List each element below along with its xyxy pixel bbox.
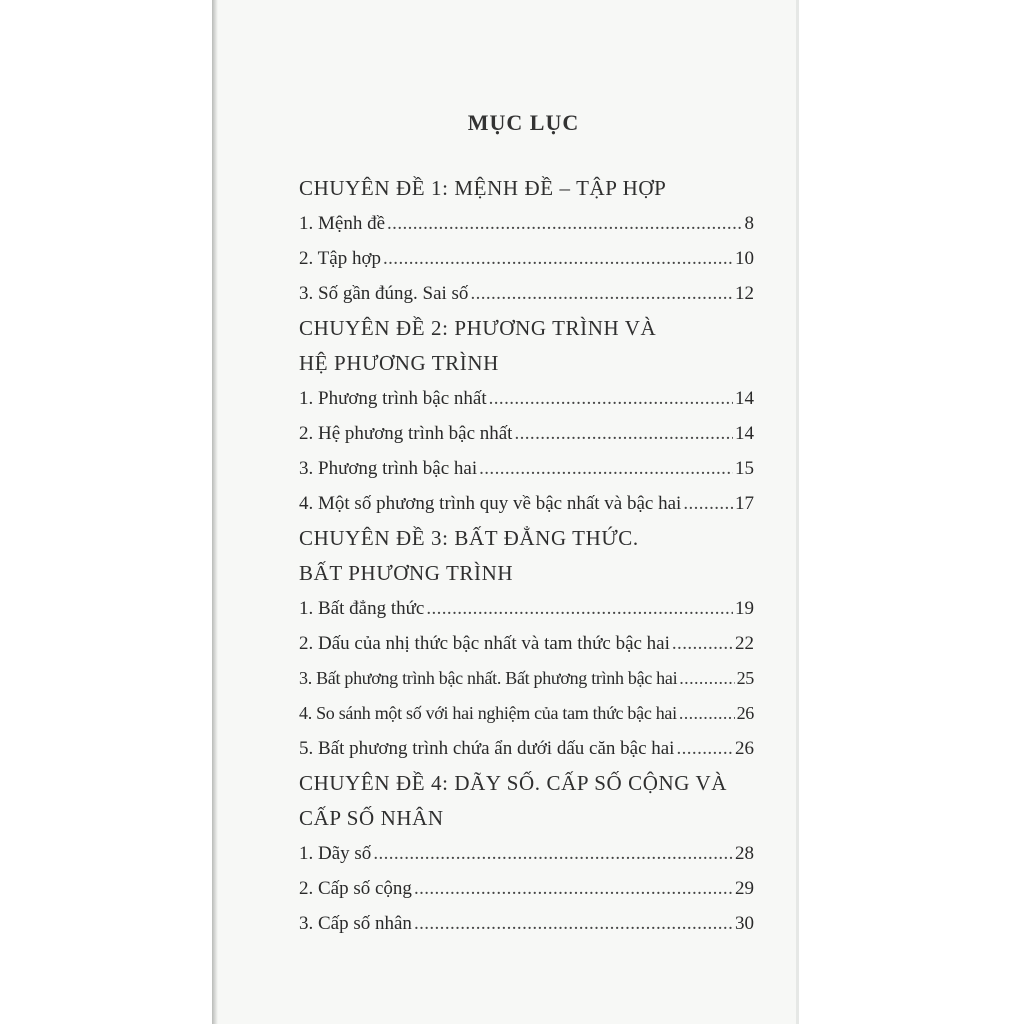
toc-title: MỤC LỤC <box>467 110 580 135</box>
toc-entry <box>299 276 754 311</box>
toc-entry <box>299 626 754 661</box>
toc-entry <box>299 696 754 731</box>
toc-entry-page: 14 <box>735 388 754 409</box>
toc-entry-page: 12 <box>735 283 754 304</box>
toc-entry-label: 4. So sánh một số với hai nghiệm của tam thức bậc hai <box>299 703 677 723</box>
toc-entry <box>299 451 754 486</box>
toc-entry-label: 3. Số gần đúng. Sai số <box>299 283 469 304</box>
toc-entry-page: 14 <box>735 423 754 444</box>
dot-leader <box>683 486 733 521</box>
toc-entry-page: 15 <box>735 458 754 479</box>
toc-entry <box>299 591 754 626</box>
toc-entry-label: 1. Dãy số <box>299 843 372 864</box>
toc-entry-label: 1. Bất đẳng thức <box>299 598 425 619</box>
toc-entry-label: 2. Tập hợp <box>299 248 381 269</box>
toc-entry-label: 1. Mệnh đề <box>299 213 386 234</box>
page-edge-shadow <box>212 0 218 1024</box>
toc-entry-label: 4. Một số phương trình quy về bậc nhất và bậc hai <box>299 493 682 514</box>
chapter-heading-4 <box>299 766 754 836</box>
toc-entry <box>299 906 754 941</box>
chapter-heading-line: CHUYÊN ĐỀ 4: DÃY SỐ. CẤP SỐ CỘNG VÀ <box>299 771 728 795</box>
chapter-heading-line: HỆ PHƯƠNG TRÌNH <box>299 351 499 375</box>
chapter-heading-3 <box>299 521 754 591</box>
toc-entry-page: 19 <box>735 598 754 619</box>
toc-entry <box>299 241 754 276</box>
toc-entry-page: 25 <box>736 668 754 688</box>
toc-entry <box>299 381 754 416</box>
dot-leader <box>387 206 742 241</box>
toc-entry <box>299 731 754 766</box>
toc-entry-label: 3. Bất phương trình bậc nhất. Bất phương trình bậc hai <box>299 668 678 688</box>
toc-entry-page: 30 <box>735 913 754 934</box>
chapter-heading-line: CHUYÊN ĐỀ 1: MỆNH ĐỀ – TẬP HỢP <box>299 176 667 200</box>
toc-entry <box>299 206 754 241</box>
toc-entry-label: 3. Cấp số nhân <box>299 913 412 934</box>
chapter-heading-1 <box>299 171 754 206</box>
chapter-heading-2 <box>299 311 754 381</box>
dot-leader <box>489 381 733 416</box>
toc-entry-page: 10 <box>735 248 754 269</box>
toc-entry-label: 5. Bất phương trình chứa ẩn dưới dấu căn bậc hai <box>299 738 675 759</box>
toc-entry <box>299 871 754 906</box>
toc-entry-page: 17 <box>735 493 754 514</box>
toc-entry-label: 2. Dấu của nhị thức bậc nhất và tam thức bậc hai <box>299 633 670 654</box>
toc-entry-label: 1. Phương trình bậc nhất <box>299 388 487 409</box>
dot-leader <box>373 836 733 871</box>
dot-leader <box>676 731 733 766</box>
dot-leader <box>470 276 733 311</box>
toc-entry-page: 26 <box>735 738 754 759</box>
chapter-heading-line: CHUYÊN ĐỀ 3: BẤT ĐẲNG THỨC. <box>299 526 639 550</box>
chapter-heading-line: CHUYÊN ĐỀ 2: PHƯƠNG TRÌNH VÀ <box>299 316 657 340</box>
toc-entry <box>299 661 754 696</box>
toc-entry-page: 26 <box>736 703 754 723</box>
dot-leader <box>414 906 733 941</box>
toc-entry <box>299 486 754 521</box>
dot-leader <box>479 451 733 486</box>
toc-entry-page: 8 <box>744 213 754 234</box>
dot-leader <box>414 871 733 906</box>
toc-entry-label: 2. Cấp số cộng <box>299 878 412 899</box>
toc-entry <box>299 416 754 451</box>
toc-entry-page: 28 <box>735 843 754 864</box>
dot-leader <box>679 696 735 731</box>
dot-leader <box>514 416 733 451</box>
toc-entry <box>299 836 754 871</box>
page-edge-right <box>796 0 799 1024</box>
toc-entry-page: 29 <box>735 878 754 899</box>
dot-leader <box>679 661 734 696</box>
table-of-contents <box>299 110 754 941</box>
toc-entry-label: 2. Hệ phương trình bậc nhất <box>299 423 513 444</box>
dot-leader <box>383 241 733 276</box>
toc-entry-page: 22 <box>735 633 754 654</box>
dot-leader <box>426 591 733 626</box>
chapter-heading-line: BẤT PHƯƠNG TRÌNH <box>299 561 514 585</box>
dot-leader <box>672 626 733 661</box>
toc-entry-label: 3. Phương trình bậc hai <box>299 458 478 479</box>
chapter-heading-line: CẤP SỐ NHÂN <box>299 806 444 830</box>
